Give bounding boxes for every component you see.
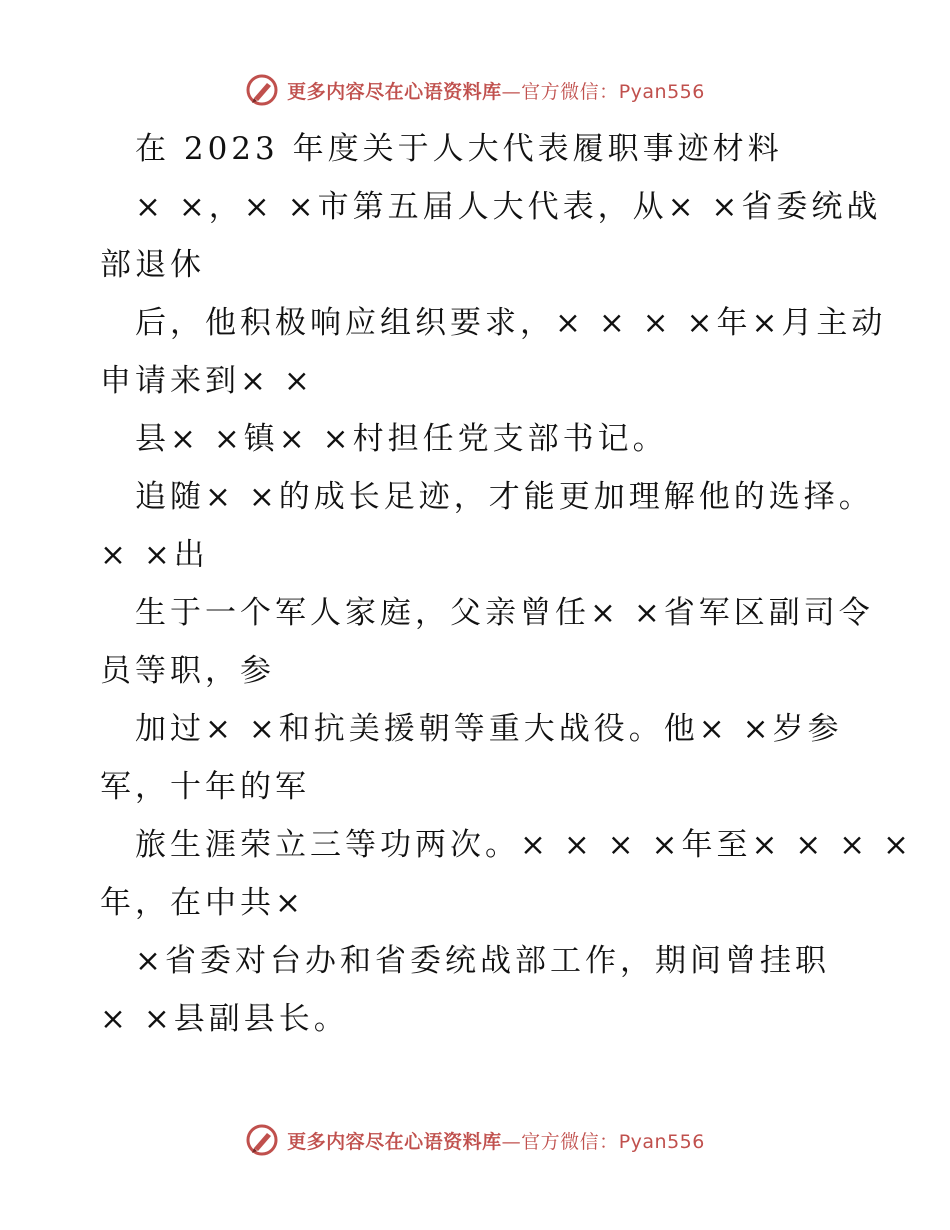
paragraph-line: 旅生涯荣立三等功两次。× × × ×年至× × × × (135, 827, 913, 863)
paragraph-line: 申请来到× × (100, 363, 314, 399)
watermark-text: 更多内容尽在心语资料库—官方微信：Pyan556 (287, 80, 705, 103)
paragraph-line: × ×县副县长。 (100, 1001, 349, 1037)
pen-logo-icon (245, 1123, 279, 1157)
header-watermark (0, 70, 950, 110)
paragraph-line: 加过× ×和抗美援朝等重大战役。他× ×岁参 (135, 711, 843, 747)
footer-watermark (0, 1120, 950, 1160)
document-title: 在 2023 年度关于人大代表履职事迹材料 (135, 131, 783, 167)
paragraph-line: 员等职，参 (100, 653, 275, 689)
paragraph-line: 生于一个军人家庭，父亲曾任× ×省军区副司令 (135, 595, 874, 631)
pen-logo-icon (245, 73, 279, 107)
watermark-text: 更多内容尽在心语资料库—官方微信：Pyan556 (287, 1130, 705, 1153)
paragraph-line: 年，在中共× (100, 885, 305, 921)
paragraph-line: 追随× ×的成长足迹，才能更加理解他的选择。 (135, 479, 874, 515)
paragraph-line: 后，他积极响应组织要求，× × × ×年×月主动 (135, 305, 887, 341)
paragraph-line: 部退休 (100, 247, 205, 283)
paragraph-line: 县× ×镇× ×村担任党支部书记。 (135, 421, 668, 457)
paragraph-line: ×省委对台办和省委统战部工作，期间曾挂职 (135, 943, 830, 979)
paragraph-line: 军，十年的军 (100, 769, 310, 805)
paragraph-line: × ×出 (100, 537, 209, 573)
paragraph-line: × ×，× ×市第五届人大代表，从× ×省委统战 (135, 189, 882, 225)
document-body (100, 120, 913, 1048)
